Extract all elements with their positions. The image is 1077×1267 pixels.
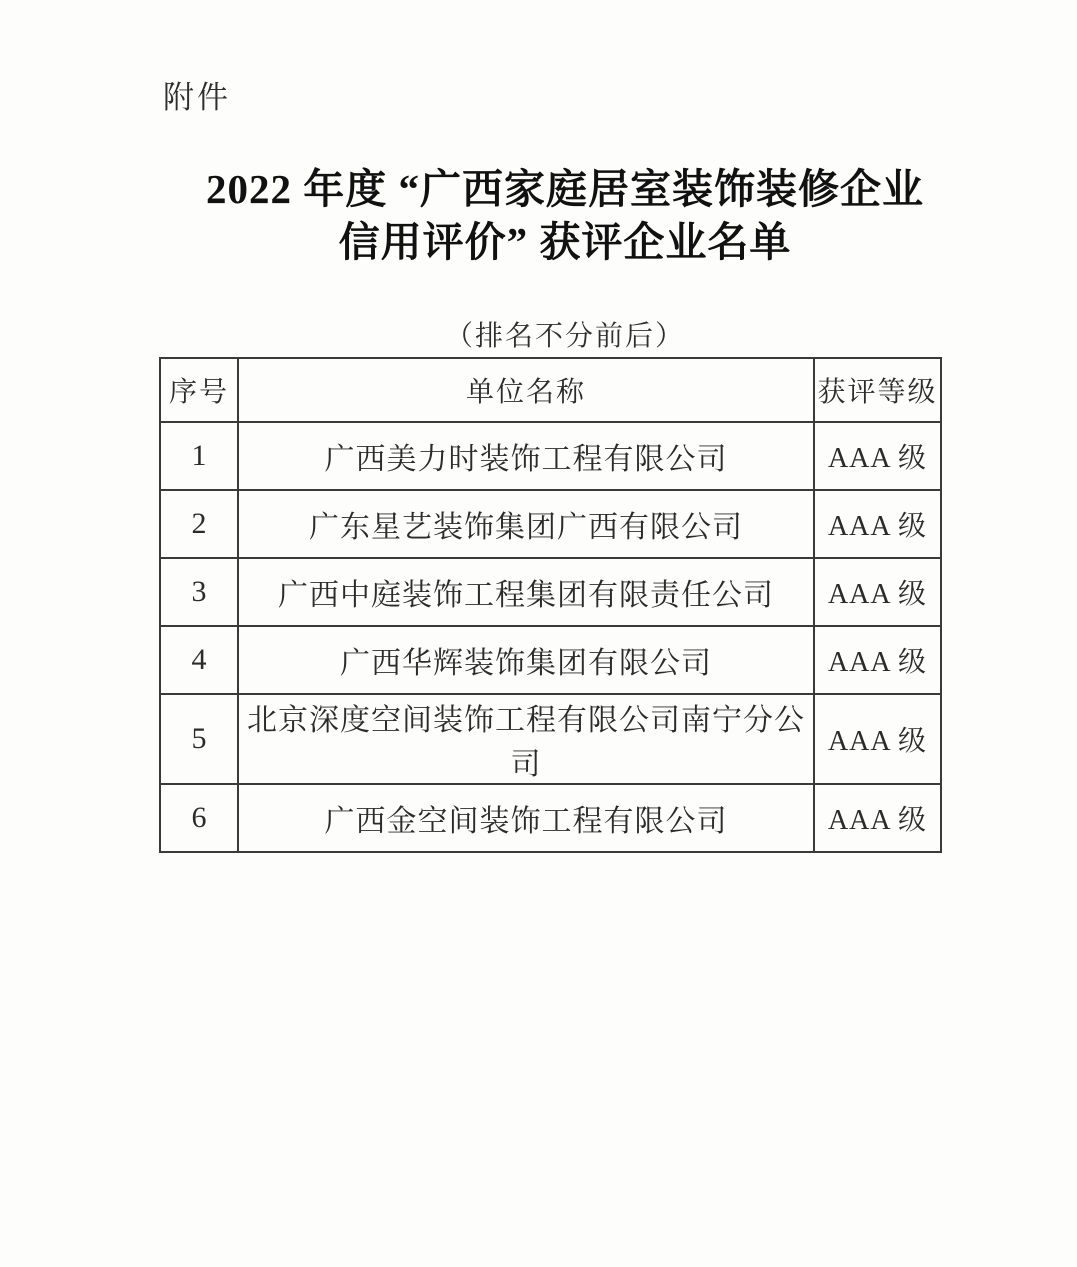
company-name: 广西美力时装饰工程有限公司: [238, 422, 814, 490]
company-name: 北京深度空间装饰工程有限公司南宁分公司: [238, 694, 814, 784]
company-name: 广西金空间装饰工程有限公司: [238, 784, 814, 852]
column-header-company-name: 单位名称: [238, 358, 814, 422]
company-name: 广西中庭装饰工程集团有限责任公司: [238, 558, 814, 626]
ranking-note: （排名不分前后）: [444, 321, 685, 352]
column-header-grade: 获评等级: [814, 358, 941, 422]
grade-value: AAA 级: [814, 422, 941, 490]
document-title-line-1: 2022 年度 “广西家庭居室装饰装修企业: [206, 166, 924, 212]
company-name: 广西华辉装饰集团有限公司: [238, 626, 814, 694]
row-index: 3: [160, 558, 238, 626]
row-index: 1: [160, 422, 238, 490]
grade-value: AAA 级: [814, 784, 941, 852]
column-header-index: 序号: [160, 358, 238, 422]
row-index: 4: [160, 626, 238, 694]
table-row: [160, 784, 941, 852]
document-title-line-2: 信用评价” 获评企业名单: [338, 219, 792, 265]
table-row: [160, 422, 941, 490]
table-row: [160, 490, 941, 558]
table-row: [160, 694, 941, 784]
grade-value: AAA 级: [814, 694, 941, 784]
table-row: [160, 626, 941, 694]
document-title: [60, 163, 1070, 269]
table-row: [160, 558, 941, 626]
grade-value: AAA 级: [814, 558, 941, 626]
grade-value: AAA 级: [814, 626, 941, 694]
attachment-label: 附件: [163, 80, 231, 115]
table-header-row: [160, 358, 941, 422]
ratings-table: [159, 357, 942, 853]
row-index: 6: [160, 784, 238, 852]
row-index: 5: [160, 694, 238, 784]
grade-value: AAA 级: [814, 490, 941, 558]
company-name: 广东星艺装饰集团广西有限公司: [238, 490, 814, 558]
row-index: 2: [160, 490, 238, 558]
